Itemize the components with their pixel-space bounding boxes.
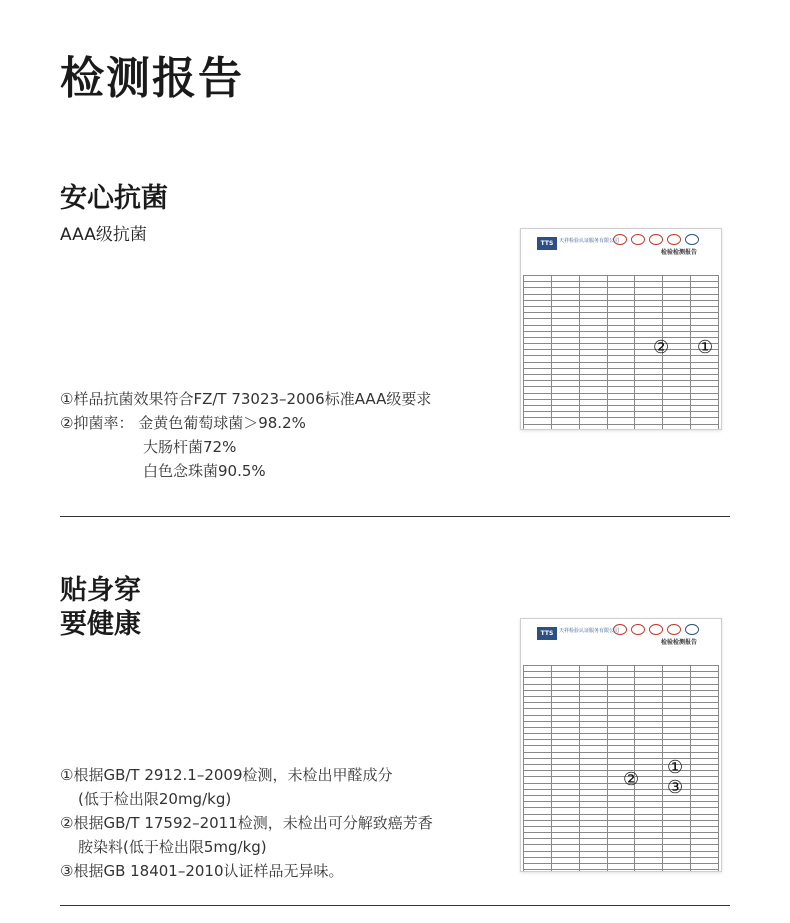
section1-line-2: ②抑菌率： 金黄色葡萄球菌＞98.2%: [60, 414, 306, 432]
report-table: [523, 665, 719, 872]
section1-line-1: ①样品抗菌效果符合FZ/T 73023–2006标准AAA级要求: [60, 390, 432, 408]
section2-line-4: 胺染料(低于检出限5mg/kg): [78, 838, 267, 856]
callout-2: ②: [653, 337, 670, 358]
section1-line-4: 白色念珠菌90.5%: [143, 462, 266, 480]
callout-1: ①: [697, 337, 714, 358]
section2-line-3: ②根据GB/T 17592–2011检测，未检出可分解致癌芳香: [60, 814, 433, 832]
certification-stamps: [613, 234, 699, 245]
section-divider-1: [60, 516, 730, 517]
certification-stamps: [613, 624, 699, 635]
test-report-image-2: [520, 618, 722, 872]
section2-title-line-1: 贴身穿: [60, 575, 141, 606]
callout-1: ①: [667, 757, 684, 778]
report-company: 天祥检验认证服务有限公司: [559, 628, 620, 634]
section2-line-2: (低于检出限20mg/kg): [78, 790, 232, 808]
page-title: 检测报告: [60, 53, 244, 104]
section1-line-3: 大肠杆菌72%: [143, 438, 237, 456]
section1-title: 安心抗菌: [60, 183, 168, 214]
report-table: [523, 275, 719, 430]
report-logo: TTS: [537, 237, 557, 250]
section1-subtitle: AAA级抗菌: [60, 225, 147, 245]
report-company: 天祥检验认证服务有限公司: [559, 238, 620, 244]
section-divider-2: [60, 905, 730, 906]
report-logo: TTS: [537, 627, 557, 640]
report-title: 检验检测报告: [661, 639, 698, 646]
callout-3: ③: [667, 777, 684, 798]
report-title: 检验检测报告: [661, 249, 698, 256]
test-report-image-1: [520, 228, 722, 430]
section2-line-5: ③根据GB 18401–2010认证样品无异味。: [60, 862, 344, 880]
section2-line-1: ①根据GB/T 2912.1–2009检测，未检出甲醛成分: [60, 766, 393, 784]
callout-2: ②: [623, 769, 640, 790]
section2-title-line-2: 要健康: [60, 609, 141, 640]
